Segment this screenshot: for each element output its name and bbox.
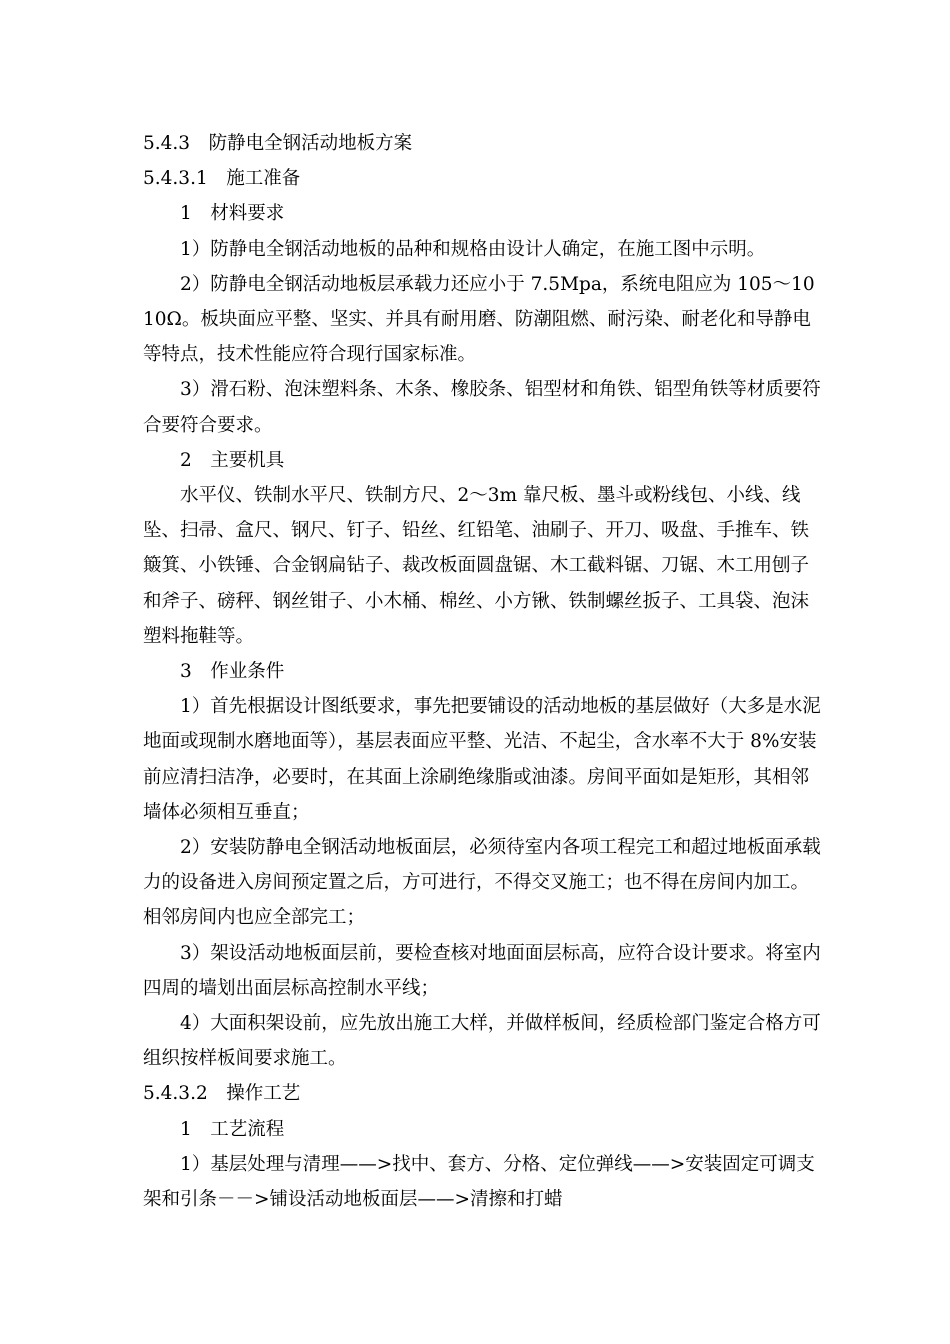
item-heading-process-flow: 1 工艺流程 bbox=[180, 1118, 285, 1140]
paragraph-conditions-1: 1）首先根据设计图纸要求，事先把要铺设的活动地板的基层做好（大多是水泥地面或现制水磨地面等），基层表面应平整、光洁、不起尘，含水率不大于 8%安装前应清扫洁净，必要时，在其面上涂刷绝缘脂或油漆。房间平面如是矩形，其相邻墙体必须相互垂直； bbox=[143, 696, 821, 823]
paragraph-conditions-3: 3）架设活动地板面层前，要检查核对地面面层标高，应符合设计要求。将室内四周的墙划出面层标高控制水平线； bbox=[143, 942, 821, 999]
subsection-heading-5-4-3-2: 5.4.3.2 操作工艺 bbox=[143, 1083, 301, 1105]
subsection-heading-5-4-3-1: 5.4.3.1 施工准备 bbox=[143, 168, 301, 190]
item-heading-tools: 2 主要机具 bbox=[180, 449, 285, 471]
paragraph-conditions-2: 2）安装防静电全钢活动地板面层，必须待室内各项工程完工和超过地板面承载力的设备进入房间预定置之后，方可进行，不得交叉施工；也不得在房间内加工。相邻房间内也应全部完工； bbox=[143, 837, 821, 929]
item-heading-materials: 1 材料要求 bbox=[180, 203, 285, 225]
document-body bbox=[143, 126, 823, 1217]
section-heading-5-4-3: 5.4.3 防静电全钢活动地板方案 bbox=[143, 133, 413, 154]
paragraph-process-flow-1: 1）基层处理与清理——>找中、套方、分格、定位弹线——>安装固定可调支架和引条－－>铺设活动地板面层——>清擦和打蜡 bbox=[143, 1153, 815, 1211]
paragraph-materials-3: 3）滑石粉、泡沫塑料条、木条、橡胶条、铝型材和角铁、铝型角铁等材质要符合要符合要求。 bbox=[143, 379, 821, 436]
paragraph-materials-1: 1）防静电全钢活动地板的品种和规格由设计人确定，在施工图中示明。 bbox=[180, 238, 766, 260]
paragraph-materials-2: 2）防静电全钢活动地板层承载力还应小于 7.5Mpa，系统电阻应为 105～1010Ω。板块面应平整、坚实、并具有耐用磨、防潮阻燃、耐污染、耐老化和导静电等特点，技术性能应符合现行国家标准。 bbox=[143, 273, 815, 366]
item-heading-conditions: 3 作业条件 bbox=[180, 661, 285, 683]
paragraph-conditions-4: 4）大面积架设前，应先放出施工大样，并做样板间，经质检部门鉴定合格方可组织按样板间要求施工。 bbox=[143, 1013, 821, 1070]
paragraph-tools-list: 水平仪、铁制水平尺、铁制方尺、2～3m 靠尺板、墨斗或粉线包、小线、线坠、扫帚、盒尺、钢尺、钉子、铅丝、红铅笔、油刷子、开刀、吸盘、手推车、铁簸箕、小铁锤、合金钢扁钻子、裁改板面圆盘锯、木工截料锯、刀锯、木工用刨子和斧子、磅秤、钢丝钳子、小木桶、棉丝、小方锹、铁制螺丝扳子、工具袋、泡沫塑料拖鞋等。 bbox=[143, 485, 810, 647]
